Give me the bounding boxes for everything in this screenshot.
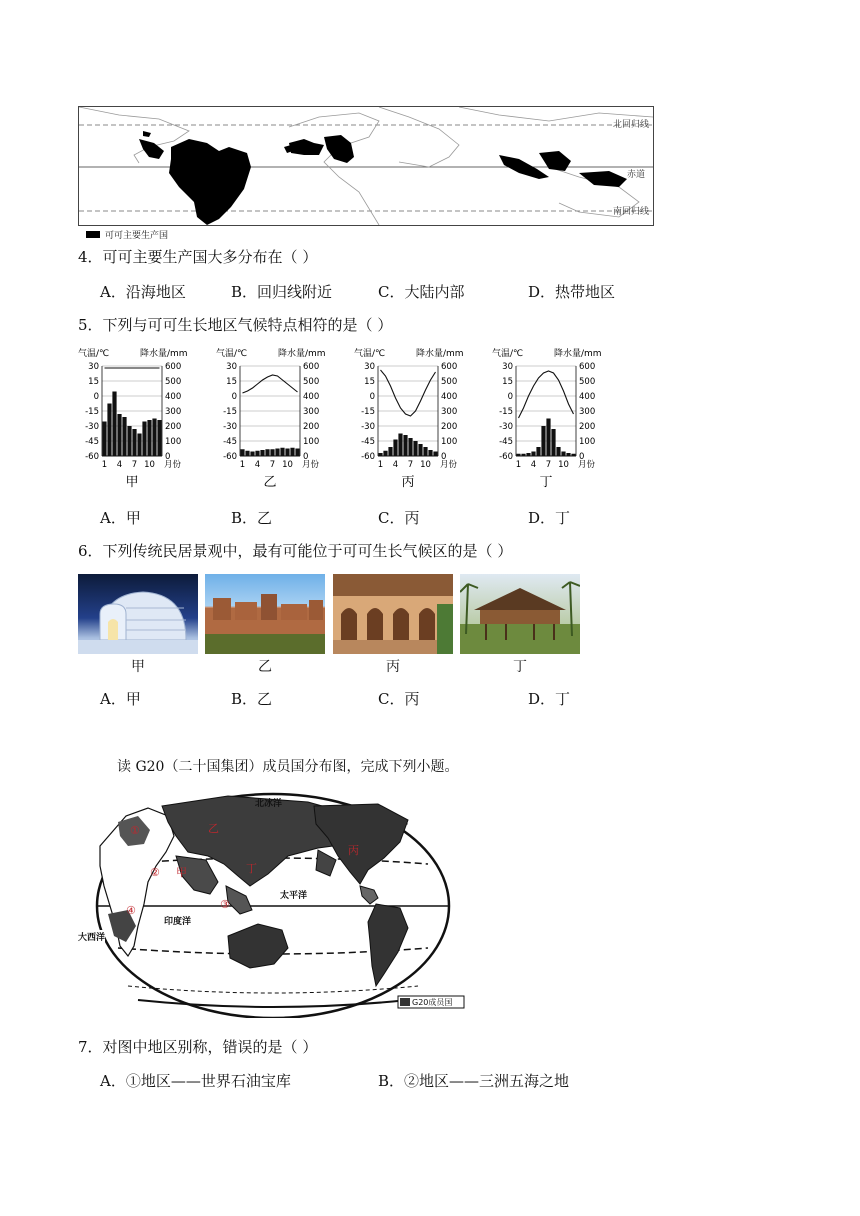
temp-tick-label: -30 (361, 422, 375, 432)
q6-stem: 6．下列传统民居景观中，最有可能位于可可生长气候区的是（ ） (78, 542, 513, 560)
region-label-jia: 甲 (176, 866, 187, 879)
precip-bar (112, 392, 116, 457)
g20-map-svg (78, 786, 468, 1018)
temp-tick-label: -60 (499, 452, 513, 462)
precip-bar (571, 454, 575, 456)
precip-tick-label: 100 (441, 437, 458, 447)
month-axis-title: 月份 (302, 460, 320, 470)
temp-axis-title: 气温/℃ (78, 349, 110, 359)
photo-caption-bing: 丙 (386, 659, 400, 675)
indian-ocean-label: 印度洋 (164, 917, 192, 927)
month-axis-title: 月份 (164, 460, 182, 470)
month-axis-title: 月份 (440, 460, 458, 470)
chart-title: 丁 (539, 475, 553, 490)
precip-bar (423, 447, 427, 456)
precip-bar (546, 419, 550, 457)
equator-label: 赤道 (626, 170, 645, 180)
precip-bar (408, 438, 412, 456)
precip-tick-label: 200 (441, 422, 458, 432)
precip-bar (521, 454, 525, 456)
month-label: 1 (377, 460, 384, 470)
month-label: 4 (116, 460, 123, 470)
temp-axis-title: 气温/℃ (492, 349, 524, 359)
cocoa-map (78, 106, 654, 226)
photo-caption-yi: 乙 (258, 659, 272, 675)
precip-tick-label: 300 (165, 407, 182, 417)
precip-bar (147, 420, 151, 456)
precip-bar (403, 435, 407, 456)
temp-tick-label: 30 (502, 362, 513, 372)
precip-bar (240, 449, 244, 456)
precip-bar (275, 449, 279, 457)
temp-tick-label: 0 (507, 392, 513, 402)
temperature-line (243, 375, 298, 393)
precip-tick-label: 100 (579, 437, 596, 447)
temp-tick-label: 30 (364, 362, 375, 372)
q6-option-b[interactable]: B．乙 (231, 690, 273, 708)
q5-option-c[interactable]: C．丙 (378, 509, 420, 527)
precip-bar (428, 450, 432, 456)
precip-bar (536, 447, 540, 456)
pacific-ocean-label: 太平洋 (280, 891, 308, 901)
temperature-line (381, 370, 436, 416)
precip-bar (265, 449, 269, 456)
arctic-ocean-label: 北冰洋 (255, 799, 283, 809)
precip-bar (531, 452, 535, 457)
precip-tick-label: 0 (579, 452, 585, 462)
month-label: 10 (420, 460, 431, 470)
q7-option-b[interactable]: B．②地区——三洲五海之地 (378, 1072, 570, 1090)
temp-tick-label: 30 (226, 362, 237, 372)
temp-tick-label: -45 (85, 437, 99, 447)
precip-tick-label: 400 (165, 392, 182, 402)
precip-bar (137, 434, 141, 457)
photo-caption-ding: 丁 (513, 659, 527, 675)
month-label: 10 (558, 460, 569, 470)
precip-bar (280, 448, 284, 456)
region-label-4: ④ (126, 904, 136, 917)
precip-bar (107, 404, 111, 457)
precip-tick-label: 300 (579, 407, 596, 417)
temp-tick-label: 0 (369, 392, 375, 402)
month-label: 4 (254, 460, 261, 470)
precip-bar (526, 453, 530, 456)
precip-tick-label: 600 (165, 362, 182, 372)
precip-bar (270, 449, 274, 456)
month-label: 7 (269, 460, 276, 470)
g20-legend-label: G20成员国 (412, 998, 453, 1007)
region-label-bing: 丙 (348, 844, 359, 857)
tropic-capricorn-label: 南回归线 (612, 207, 649, 217)
precip-tick-label: 100 (303, 437, 320, 447)
precip-bar (127, 426, 131, 456)
temp-tick-label: -60 (361, 452, 375, 462)
temp-tick-label: 15 (226, 377, 237, 387)
precip-axis-title: 降水量/mm (140, 349, 188, 359)
precip-bar (152, 419, 156, 457)
q7-option-a[interactable]: A．①地区——世界石油宝库 (100, 1072, 291, 1090)
g20-intro: 读 G20（二十国集团）成员国分布图，完成下列小题。 (117, 759, 459, 775)
q5-option-a[interactable]: A．甲 (100, 509, 141, 527)
precip-bar (378, 453, 382, 456)
temp-tick-label: -45 (499, 437, 513, 447)
precip-tick-label: 200 (579, 422, 596, 432)
precip-tick-label: 0 (303, 452, 309, 462)
q4-option-a[interactable]: A．沿海地区 (100, 283, 186, 301)
temp-tick-label: -30 (85, 422, 99, 432)
precip-axis-title: 降水量/mm (416, 349, 464, 359)
precip-tick-label: 100 (165, 437, 182, 447)
month-label: 1 (515, 460, 522, 470)
precip-bar (516, 454, 520, 456)
temp-axis-title: 气温/℃ (216, 349, 248, 359)
precip-tick-label: 500 (579, 377, 596, 387)
precip-tick-label: 600 (303, 362, 320, 372)
month-label: 4 (530, 460, 537, 470)
precip-tick-label: 400 (579, 392, 596, 402)
precip-tick-label: 300 (441, 407, 458, 417)
cave-dwelling-photo (333, 574, 453, 654)
month-label: 4 (392, 460, 399, 470)
precip-tick-label: 200 (303, 422, 320, 432)
temp-tick-label: -45 (361, 437, 375, 447)
g20-map (78, 786, 468, 1018)
temp-tick-label: 15 (88, 377, 99, 387)
stilt-house-photo (460, 574, 580, 654)
precip-bar (102, 422, 106, 457)
temp-tick-label: 15 (364, 377, 375, 387)
precip-tick-label: 500 (303, 377, 320, 387)
precip-bar (122, 417, 126, 456)
precip-axis-title: 降水量/mm (278, 349, 326, 359)
cocoa-map-svg (79, 107, 653, 225)
chart-title: 丙 (401, 475, 415, 490)
month-label: 10 (282, 460, 293, 470)
temp-tick-label: -30 (499, 422, 513, 432)
precip-tick-label: 600 (579, 362, 596, 372)
precip-bar (561, 452, 565, 457)
region-label-ding: 丁 (246, 862, 257, 875)
precip-bar (142, 422, 146, 457)
region-label-1: ① (130, 824, 140, 837)
precip-tick-label: 500 (165, 377, 182, 387)
temp-tick-label: -15 (85, 407, 99, 417)
precip-tick-label: 500 (441, 377, 458, 387)
precip-bar (132, 429, 136, 456)
precip-axis-title: 降水量/mm (554, 349, 602, 359)
temp-tick-label: -60 (223, 452, 237, 462)
legend-swatch (86, 231, 100, 238)
region-label-3: ③ (220, 898, 230, 911)
temp-tick-label: -30 (223, 422, 237, 432)
month-label: 10 (144, 460, 155, 470)
region-label-2: ② (150, 866, 160, 879)
chart-title: 甲 (125, 475, 139, 490)
cocoa-legend (86, 228, 168, 241)
precip-tick-label: 0 (165, 452, 171, 462)
climate-charts (74, 344, 634, 496)
precip-bar (418, 444, 422, 456)
south-america-shape (169, 139, 251, 225)
legend-label: 可可主要生产国 (105, 231, 169, 241)
month-label: 7 (545, 460, 552, 470)
precip-bar (541, 426, 545, 456)
precip-tick-label: 600 (441, 362, 458, 372)
temp-tick-label: -15 (499, 407, 513, 417)
temp-tick-label: 30 (88, 362, 99, 372)
q6-option-c[interactable]: C．丙 (378, 690, 420, 708)
month-label: 1 (239, 460, 246, 470)
precip-bar (556, 447, 560, 456)
temp-axis-title: 气温/℃ (354, 349, 386, 359)
temp-tick-label: 0 (231, 392, 237, 402)
q4-stem: 4．可可主要生产国大多分布在（ ） (78, 248, 318, 266)
adobe-village-photo (205, 574, 325, 654)
precip-bar (157, 420, 161, 456)
precip-tick-label: 0 (441, 452, 447, 462)
precip-bar (413, 441, 417, 456)
precip-bar (290, 448, 294, 456)
precip-bar (117, 414, 121, 456)
precip-tick-label: 300 (303, 407, 320, 417)
precip-bar (383, 451, 387, 456)
precip-bar (566, 453, 570, 456)
chart-title: 乙 (263, 475, 277, 490)
precip-bar (388, 447, 392, 456)
month-label: 1 (101, 460, 108, 470)
precip-tick-label: 400 (441, 392, 458, 402)
precip-bar (393, 440, 397, 457)
atlantic-ocean-label: 大西洋 (78, 930, 105, 943)
q7-stem: 7．对图中地区别称，错误的是（ ） (78, 1038, 318, 1056)
precip-bar (551, 429, 555, 456)
precip-bar (295, 449, 299, 457)
precip-tick-label: 400 (303, 392, 320, 402)
tropic-cancer-label: 北回归线 (612, 120, 649, 130)
west-africa-shape (289, 139, 324, 155)
temp-tick-label: 15 (502, 377, 513, 387)
q5-stem: 5．下列与可可生长地区气候特点相符的是（ ） (78, 316, 393, 334)
month-axis-title: 月份 (578, 460, 596, 470)
q6-option-d[interactable]: D．丁 (528, 690, 571, 708)
precip-bar (285, 449, 289, 457)
q5-option-b[interactable]: B．乙 (231, 509, 273, 527)
central-america-shape (139, 139, 164, 159)
precip-bar (245, 451, 249, 456)
month-label: 7 (131, 460, 138, 470)
q6-option-a[interactable]: A．甲 (100, 690, 141, 708)
q4-option-d[interactable]: D．热带地区 (528, 283, 616, 301)
temp-tick-label: -15 (223, 407, 237, 417)
q5-option-d[interactable]: D．丁 (528, 509, 571, 527)
temp-tick-label: -45 (223, 437, 237, 447)
q4-option-c[interactable]: C．大陆内部 (378, 283, 465, 301)
region-label-yi: 乙 (208, 822, 219, 835)
precip-tick-label: 200 (165, 422, 182, 432)
q4-option-b[interactable]: B．回归线附近 (231, 283, 333, 301)
igloo-photo (78, 574, 198, 654)
photo-caption-jia: 甲 (131, 659, 145, 675)
climate-charts-svg (74, 344, 634, 496)
precip-bar (433, 452, 437, 457)
temp-tick-label: -60 (85, 452, 99, 462)
precip-bar (255, 451, 259, 456)
temp-tick-label: 0 (93, 392, 99, 402)
precip-bar (398, 434, 402, 457)
month-label: 7 (407, 460, 414, 470)
precip-bar (250, 452, 254, 457)
precip-bar (260, 450, 264, 456)
temp-tick-label: -15 (361, 407, 375, 417)
